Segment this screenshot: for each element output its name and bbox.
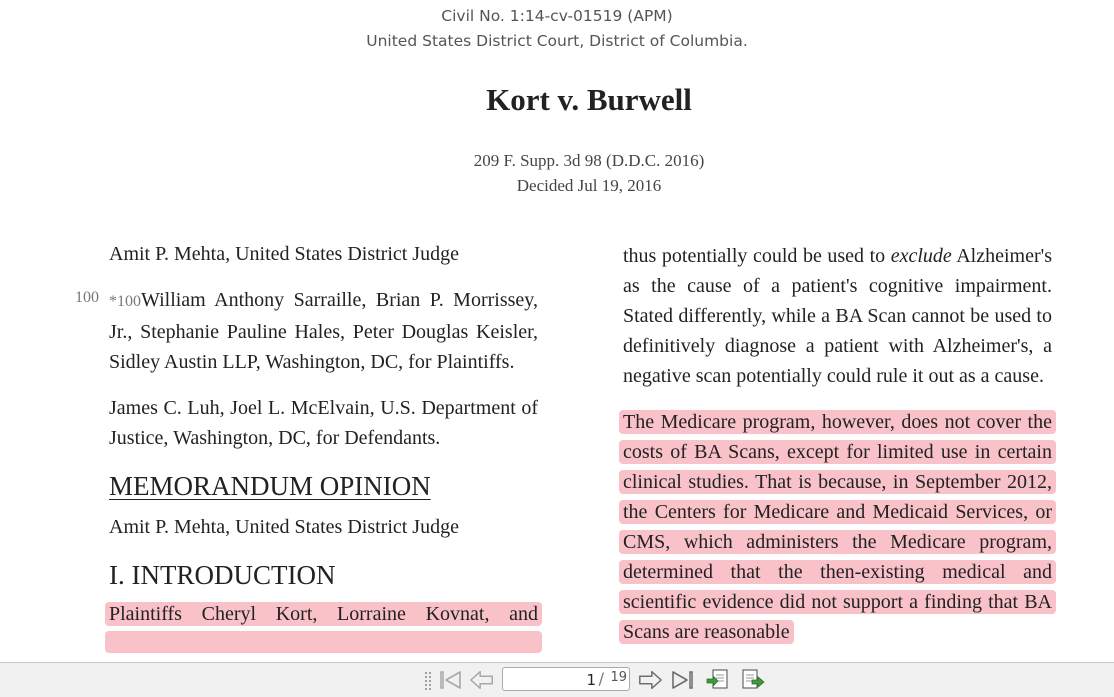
export-document-icon[interactable] — [740, 668, 766, 692]
paragraph-1 — [623, 241, 1052, 391]
import-document-icon[interactable] — [705, 668, 731, 692]
paragraph-2 — [623, 407, 1052, 647]
pdf-toolbar — [0, 662, 1114, 697]
toolbar-grip[interactable] — [424, 671, 432, 691]
judge-line: Amit P. Mehta, United States District Judge — [109, 243, 459, 265]
previous-page-icon[interactable] — [469, 668, 495, 692]
highlight-continuation — [105, 631, 542, 653]
page-separator: / — [598, 669, 604, 688]
para1-before: thus potentially could be used to — [623, 245, 891, 267]
memorandum-heading-text: MEMORANDUM OPINION — [109, 471, 431, 501]
decided-date: Decided Jul 19, 2016 — [516, 176, 662, 195]
right-column — [623, 241, 1052, 647]
star-page: *100 — [109, 293, 141, 310]
counsel-defendants: James C. Luh, Joel L. McElvain, U.S. Department of Justice, Washington, DC, for Defendants. — [109, 397, 538, 449]
page-marker: 100 — [75, 289, 99, 306]
intro-continuation — [109, 631, 538, 662]
page-number-input[interactable] — [502, 667, 630, 691]
civil-number: Civil No. 1:14-cv-01519 (APM) — [441, 7, 673, 25]
section-heading — [109, 558, 538, 595]
para1-emphasis: exclude — [890, 245, 952, 267]
case-title: Kort v. Burwell — [486, 82, 692, 117]
para1-after: Alzheimer's as the cause of a patient's cognitive impairment. Stated differently, while a BA Scan cannot be used to definitively diagnose a patient with Alzheimer's, a negative scan potentially could rule it out as a cause. — [623, 245, 1052, 387]
counsel-plaintiffs-text: William Anthony Sarraille, Brian P. Morrissey, Jr., Stephanie Pauline Hales, Peter Douglas Keisler, Sidley Austin LLP, Washington, DC, for Plaintiffs. — [109, 289, 538, 373]
highlighted-text: Plaintiffs Cheryl Kort, Lorraine Kovnat, and — [105, 602, 542, 626]
left-column — [109, 239, 538, 662]
counsel-plaintiffs — [109, 285, 538, 377]
last-page-icon[interactable] — [669, 668, 695, 692]
total-pages: 19 — [610, 670, 627, 685]
current-page: 1 — [586, 671, 596, 689]
first-page-icon[interactable] — [438, 668, 464, 692]
judge-line-2: Amit P. Mehta, United States District Judge — [109, 516, 459, 538]
memorandum-heading — [109, 469, 538, 506]
reporter-citation: 209 F. Supp. 3d 98 (D.D.C. 2016) — [473, 151, 705, 170]
court-name: United States District Court, District of Columbia. — [366, 32, 748, 50]
next-page-icon[interactable] — [637, 668, 663, 692]
highlighted-text: The Medicare program, however, does not cover the costs of BA Scans, except for limited use in certain clinical studies. That is because, in September 2012, the Centers for Medicare and Medicaid Services, or CMS, which administers the Medicare program, determined that the then-existing medical and scientific evidence did not support a finding that BA Scans are reasonable — [619, 410, 1056, 644]
intro-paragraph — [109, 599, 538, 629]
section-heading-text: I. INTRODUCTION — [109, 560, 336, 590]
